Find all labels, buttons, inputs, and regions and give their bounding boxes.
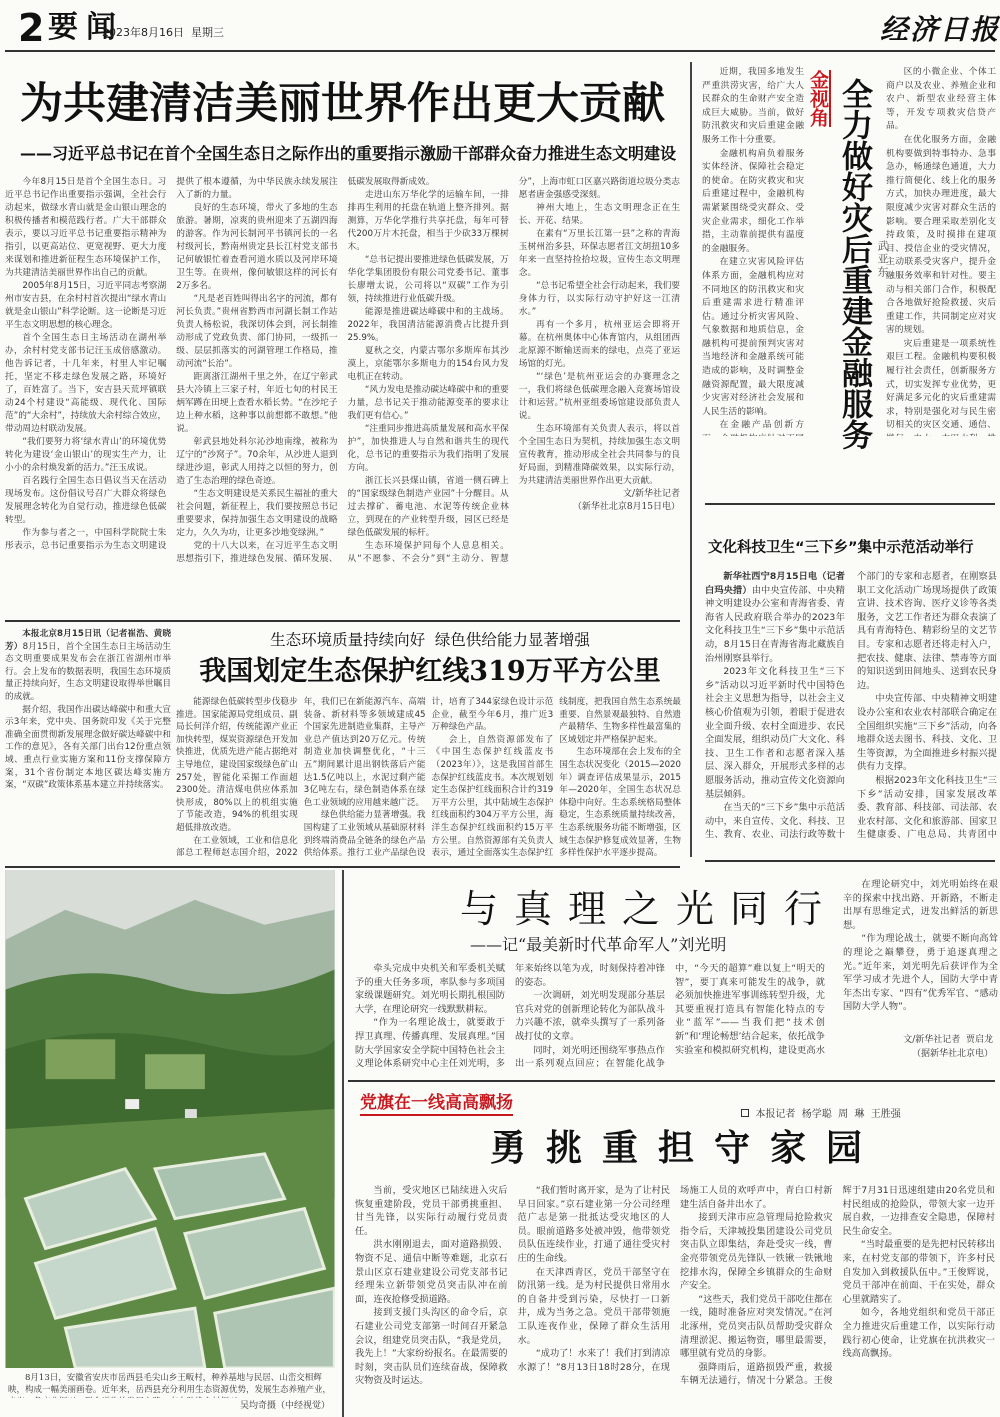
square-icon [741,1109,749,1117]
column-body-right [886,66,996,436]
section-rule [705,503,995,505]
sanxiaxiang-headline: 文化科技卫生“三下乡”集中示范活动举行 [708,540,974,556]
paragraph: 再有一个多月，杭州亚运会即将开幕。在杭州奥体中心体育馆内，从组团西北原源不断输送而来的绿电，点亮了亚运场馆的灯光。 [518,320,680,369]
paragraph: “总书记提出要推进绿色低碳发展，万华化学集团股份有限公司党委书记、董事长廖增太说，公司将以“双碳”工作为引领，持续推进行业低碳升级。 [347,255,509,304]
section-rule [5,620,680,622]
paragraph: 一次调研，刘光明发现部分基层官兵对党的创新理论转化为部队战斗力兴趣不浓，就牵头撰写了一系列备战打仗的文章。 [515,990,665,1042]
paragraph: 绿色供给能力显著增强。我国构建了工业领域从基础原材料到终端消费品全链条的绿色产品供给体系。推行工业产品绿色设计，培育了344家绿色设计示范企业，截至今年6月，推广近3万种绿色产品。 [303,697,554,859]
paragraph: 百名践行全国生态日倡议当天在活动现场发布。这份倡议号召广大群众将绿色发展理念转化为自觉行动，推进绿色低碳转型。 [5,476,167,525]
redline-body [176,696,681,864]
paragraph: “作为理论战士，就要不断向高耸的理论之巅攀登，勇于追逐真理之光。”近年来，刘光明先后获评作为全军学习成才先进个人，国防大学中青年杰出专家、“四有”优秀军官、“感动国防大学人物”。 [843,933,998,1013]
paragraph: 牵头完成中央机关和军委机关赋予的重大任务多项，率队参与多项国家级课题研究。刘光明长期扎根国防大学，在理论研究一线默默耕耘。 [355,963,505,1015]
section-title: 要闻 [48,10,124,45]
byline-text: 本报记者 杨学聪 周 琳 王胜强 [755,1109,901,1120]
paragraph: 中央宣传部、中央精神文明建设办公室和农业农村部联合确定在全国组织实施“三下乡”活动，向各地群众送去图书、科技、文化、卫生等资源，为全面推进乡村振兴提供有力支撑。 [857,693,997,773]
page-number: 2 [18,6,45,50]
truth-body-right [843,878,998,1026]
paragraph: 在素有“万里长江第一县”之称的青海玉树州治多县，环保志愿者江文胡扭10多年来一直坚持捡拾垃圾，宣传生态文明理念。 [518,229,680,278]
paragraph: 生态环境保护同每个人息息相关。从“不愿参、不会分”到“主动分、智慧分”，上海市虹口区嘉兴路街道垃圾分类志愿者唐金强感受深刻。 [347,177,680,564]
paragraph: 在建立灾害风险评估体系方面，金融机构应对不同地区的防汛救灾和灾后重建需求进行精准评估。通过分析灾害风险、气象数据和地质信息，金融机构可提前预判灾害对当地经济和金融系统可能造成的影响，及时调整金融资源配置，最大限度减少灾害对经济社会发展和人民生活的影响。 [702,257,804,417]
paragraph: “我们要努力将‘绿水青山’的环境优势转化为建设‘金山银山’的现实生产力，让小小的余村焕发新的活力。”汪玉成说。 [5,437,167,473]
pond-landscape-image [5,870,335,1368]
paragraph: 洪水刚刚退去，面对道路损毁、物资不足、通信中断等难题，北京石景山区京石建业建设公司党支部书记经理朱立新带领党员突击队冲在前面，连夜抢修受损道路。 [355,1239,508,1305]
paragraph: 良好的生态环境，带火了多地的生态旅游。暑期，凉爽的贵州迎来了五湖四海的游客。作为河长制河平书镇河长的一名村级河长，黔南州贵定县长江村党支部书记何敏银忙着查看河道水质以及河岸环境卫生等。在贵州，像何敏银这样的河长有2万多名。 [176,203,338,291]
lead-headline: 为共建清洁美丽世界作出更大贡献 [20,79,665,129]
dateline-bold: 本报北京8月15日讯（记者崔浩、黄晓芳） [5,629,171,652]
paragraph: 同时，刘光明还围绕军事热点作出一系列观点回应；在智能化战争中，“今天的超算”难以复上“明天的智”，要丁真来可能发生的战争，就必须加快推进军事训练转型升级，尤其要重视打造具有智能化特点的专业“蓝军”——当我们把“技术创新”和‘理论畅想’结合起来，依托战争实验室和模拟研究机构，建设更高水 [515,963,825,1070]
paragraph: “我们暂时离开家，是为了让村民早日回家。”京石建业第一分公司经理范广志是第一批抵达受灾地区的人员。眼前道路多处被冲毁，他带领党员队伍连续作业，打通了通往受灾村庄的生命线。 [517,1185,670,1264]
flag-body [355,1184,995,1417]
redline-kicker: 生态环境质量持续向好 绿色供给能力显著增强 [270,631,590,649]
paragraph: “成功了！水来了！我们打到清凉水源了！”8月13日18时28分，在现场施工人员的欢呼声中，青白口村新建生活自备井出水了。 [517,1185,833,1373]
paragraph: “当时最重要的是先把村民转移出来，在村党支部的带领下，许多村民自发加入到救援队伍中。”王俊辉说，党员干部冲在前面、干在实处，群众心里就踏实了。 [842,1239,995,1305]
truth-subheadline: ——记“最美新时代革命军人”刘光明 [470,935,727,954]
paragraph: 当前，受灾地区已陆续进入灾后恢复重建阶段，党员干部勇挑重担、甘当先锋，以实际行动履行党员责任。 [355,1185,508,1237]
truth-dateline: （据新华社北京电） [911,1049,993,1059]
paragraph: “生态文明建设是关系民生福祉的重大社会问题，新征程上，我们要按照总书记重要要求，保持加强生态文明建设的战略定力，久久为功，让更多沙地变绿洲。” [176,489,338,538]
truth-body [355,962,825,1076]
truth-author: 文/新华社记者 贾启龙 [903,1035,993,1045]
paragraph: 彰武县地处科尔沁沙地南缘，被称为辽宁的“沙窝子”。70余年，从沙进人退到绿进沙退，彰武人用持之以恒的努力，创造了生态治理的绿色奇迹。 [176,437,338,486]
paragraph: 会上，自然资源部发布了《中国生态保护红线蓝皮书（2023年）》，这是我国首部生态保护红线蓝皮书。本次规划划定生态保护红线面积合计约319万平方公里，其中陆域生态保护红线面积约304万平方公里，海洋生态保护红线面积约15万平方公里。自然资源部有关负责人表示，通过全面落实生态保护红线制度，把我国自然生态系统最重要、自然景观最独特、自然遗产最精华、生物多样性最富集的区域划定并严格保护起来。 [431,697,681,859]
redline-body-lead [5,628,171,864]
flag-section-label: 党旗在一线高高飘扬 [360,1088,513,1116]
paragraph: 走进山东万华化学的运输车间，一排排再生利用的托盘在轨道上整齐排列。据测算，万华化学推行共享托盘，每年可替代200万片木托盘，相当于少砍33万棵树木。 [347,190,509,252]
column-divider [342,870,344,1417]
section-rule [705,860,995,862]
sanxiaxiang-body [705,570,997,852]
paragraph: 生态环境部在会上发布的全国生态状况变化（2015—2020年）调查评估成果显示，2015年—2020年，全国生态状况总体稳中向好。生态系统格局整体稳定，生态系统质量持续改善，生态系统服务功能不断增强，区域生态保护修复成效显著，生物多样性保护水平逐步提高。 [559,747,681,859]
paragraph: 作为参与者之一，中国科学院院士朱彤表示，总书记重要指示为生态文明建设提供了根本遵循，为中华民族永续发展注入了新的力量。 [5,177,338,551]
paragraph-text: 8月15日，首个全国生态日主场活动生态文明重要成果发布会在浙江省湖州市举行。会上发布的数据表明，我国生态环境质量正持续向好，生态文明建设取得举世瞩目的成就。 [5,641,171,702]
photo-credit: 吴均奇摄（中经视觉） [239,1401,330,1411]
column-body-left [702,66,804,436]
column-author: 武亚东 [876,240,889,279]
lead-body [5,176,680,596]
header-rule [5,50,995,52]
paragraph: 在理论研究中，刘光明始终在艰辛的探索中找出路、开新路，不断走出厚有思维定式，迸发出鲜活的新思想。 [843,879,998,931]
paragraph: 区的小微企业、个体工商户以及农业、养殖企业和农户、新型农业经营主体等，开发专项救灾信贷产品。 [886,67,996,132]
lead-dateline: （新华社北京8月15日电） [572,502,680,512]
paragraph: 接到天津市应急管理局抢险救灾指令后，天津城投集团建设公司党员突击队立即集结，奔赴受灾一线，曹金亮带领党员先锋队一铁锹一铁锹地挖排水沟，保障全乡镇群众的生命财产安全。 [680,1212,833,1292]
paragraph: 今年8月15日是首个全国生态日。习近平总书记作出重要指示强调，全社会行动起来，做绿水青山就是金山银山理念的积极传播者和模范践行者。广大干部群众表示，要以习近平总书记重要指示精神为指引，以更高站位、更宽视野、更大力度来谋划和推进新征程生态环境保护工作，为共建清洁美丽世界作出自己的贡献。 [5,177,167,278]
paragraph: “总书记希望全社会行动起来，我们要身体力行，以实际行动守护好这一江清水。” [518,281,680,317]
paragraph: 浙江长兴县煤山镇，省道一侧石碑上的“国家级绿色制造产业园”十分醒目。从过去撑矿、蓄电池、水泥等传统企业林立，到现在的产业转型升级，园区已经是绿色低碳发展的标杆。 [347,476,509,538]
paragraph: 金融机构肩负着服务实体经济、保障社会稳定的使命。在防灾救灾和灾后重建过程中，金融机构需紧紧围绕受灾群众、受灾企业需求，细化工作举措，主动靠前提供有温度的金融服务。 [702,148,804,254]
paragraph: 能源是推进碳达峰碳中和的主战场。2022年，我国清洁能源消费占比提升到25.9%。 [347,307,509,343]
paragraph [705,570,845,665]
column-title: 全力做好灾后重建金融服务 [836,78,872,450]
paragraph: 在工业领域，工业和信息化部总工程师赵志国介绍，2022年，我们已在新能源汽车、高端装备、新材料等多领域建成45个国家先进制造业集群，主导产业总产值达到20万亿元。传统制造业加快调整优化，“十三五”期间累计退出钢铁落后产能达1.5亿吨以上，水泥过剩产能3亿吨左右，绿色制造体系在绿色工业领域的应用越来越广泛。 [176,697,426,859]
paragraph: 强降雨后，道路损毁严重，救援车辆无法通行，情况十分紧急。王俊辉于7月31日迅速组建由20名党员和村民组成的抢险队，带领大家一边开展自救，一边排查安全隐患，保障村民生命安全。 [680,1185,995,1387]
paragraph: 在当天的“三下乡”集中示范活动中，来自宣传、文化、科技、卫生、教育、农业、司法行政等数十个部门的专家和志愿者，在刚察县职工文化活动广场现场提供了政策宣讲、技术咨询、医疗义诊等各类服务，文艺工作者还为群众表演了具有青海特色、精彩纷呈的文艺节目。专家和志愿者还将走村入户，把农技、健康、法律、禁毒等方面的知识送到田间地头、送到农民身边。 [705,571,997,841]
paragraph: 夏秋之交，内蒙古鄂尔多斯库布其沙漠上，京能鄂尔多斯电力的154台风力发电机正在转动。 [347,346,509,382]
flag-byline [735,1094,997,1120]
flag-headline: 勇挑重担守家园 [490,1128,883,1169]
redline-headline: 我国划定生态保护红线319万平方公里 [199,656,661,687]
paragraph-text: 由中央宣传部、中央精神文明建设办公室和青海省委、青海省人民政府联合举办的2023年文化科技卫生“三下乡”集中示范活动，8月15日在青海省海北藏族自治州刚察县举行。 [705,584,845,664]
paragraph: 首个全国生态日主场活动在湖州举办，余村村党支部书记汪玉成倍感激动。他告诉记者，十几年来，村里人牢记嘱托，坚定不移走绿色发展之路，环境好了，百姓富了。当下，安吉县天荒坪镇联动24个村建设“高能级、现代化、国际范”的“大余村”，持续放大余村综合效应，带动周边村联动发展。 [5,333,167,434]
photo-caption: 8月13日，安徽省安庆市岳西县毛尖山乡王畈村，种养基地与民居、山峦交相辉映，构成一幅美丽画卷。近年来，岳西县充分利用生态资源优势，发展生态养殖产业， [8,1373,332,1395]
paragraph: “作为一名理论战士，就要敢于捍卫真理、传播真理、发展真理。”国防大学国家安全学院中国特色社会主义理论体系研究中心主任刘光明，多年来始终以笔为戎，时刻保持着冲锋的姿态。 [355,963,665,1070]
paragraph: 接到支援门头沟区的命令后，京石建业公司党支部第一时间召开紧急会议，组建党员突击队，“我是党员，我先上！”大家纷纷报名。在最需要的时刻，突击队员们连续奋战，保障救灾物资及时运达。 [355,1307,508,1387]
paragraph: 如今，各地党组织和党员干部正全力推进灾后重建工作，以实际行动践行初心使命，让党旗在抗洪救灾一线高高飘扬。 [842,1307,995,1360]
column-divider [690,62,692,857]
paragraph: 能源绿色低碳转型步伐稳步推进。国家能源局党组成员、副局长何洋介绍，传统能源产业正加快转型，煤炭资源绿色开发加快推进，优质先进产能占据绝对主导地位，建设国家级绿色矿山257处，智能化采掘工作面超2300处。清洁煤电供应体系加快形成，80%以上的机组实施了节能改造，94%的机组实现超低排放改造。 [176,697,298,833]
lead-subheadline: ——习近平总书记在首个全国生态日之际作出的重要指示激励干部群众奋力推进生态文明建设 [20,144,677,163]
paragraph: “‘绿色’是杭州亚运会的办赛理念之一，我们将绿色低碳理念融入竞赛场馆设计和运营。”杭州亚组委场馆建设部负责人说。 [518,372,680,421]
newspaper-logo: 经济日报 [880,13,1000,46]
paragraph: “这些天，我们党员干部吃住都在一线，随时准备应对突发情况。”在河北涿州，党员突击队员帮助受灾群众清理淤泥、搬运物资，哪里最需要，哪里就有党员的身影。 [680,1293,833,1360]
section-rule [348,1080,995,1082]
paragraph: “注重同步推进高质量发展和高水平保护”，加快推进人与自然和谐共生的现代化，总书记的重要指示为我们指明了发展方向。 [347,424,509,473]
paragraph: 据介绍，我国作出碳达峰碳中和重大宣示3年来，党中央、国务院印发《关于完整准确全面贯彻新发展理念做好碳达峰碳中和工作的意见》，各有关部门出台12份重点领域、重点行业实施方案和11份支撑保障方案，31个省份制定本地区碳达峰实施方案，“双碳”政策体系基本建立并持续落实。 [5,704,171,791]
column-label: 金视角 [807,70,829,127]
issue-date: 2023年8月16日 星期三 [102,26,224,39]
paragraph: 近期，我国多地发生严重洪涝灾害，给广大人民群众的生命财产安全造成巨大威胁。当前，做好防汛救灾和灾后重建金融服务工作十分重要。 [702,67,804,145]
paragraph: 生态环境部有关负责人表示，将以首个全国生态日为契机，持续加强生态文明宣传教育，推动形成全社会共同参与的良好局面，到精准降碳效果，以实际行动，为共建清洁美丽世界作出更大贡献。 [518,424,680,486]
paragraph: “凡是老百姓叫得出名字的河流，都有河长负责。”贵州省黔西市河湖长制工作站负责人杨松说，我深切体会到，河长制推动形成了党政负责、部门协同，一级抓一级、层层抓落实的河湖管理工作格局，推动河流“长治”。 [176,294,338,369]
truth-headline: 与真理之光同行 [460,887,839,931]
paragraph: 在优化服务方面，金融机构要做到特事特办、急事急办，畅通绿色通道，大力推行简便化、线上化的服务方式，加快办理进度，最大限度减少灾害对群众生活的影响。要合理采取差别化支持政策，及时摸排在建项目、授信企业的受灾情况，主动联系受灾客户，提升金融服务效率和针对性。要主动与相关部门合作，积极配合各地做好抢险救援、灾后重建工作，共同制定应对灾害的规划。 [886,134,996,336]
section-rule [5,866,680,868]
paragraph [5,628,171,704]
paragraph: 根据2023年文化科技卫生“三下乡”活动安排，国家发展改革委、教育部、科技部、司法部、农业农村部、文化和旅游部、国家卫生健康委、广电总局、共青团中 [857,774,997,841]
paragraph: 2023年文化科技卫生“三下乡”活动以习近平新时代中国特色社会主义思想为指导，以社会主义核心价值观为引领，着眼于促进农业全面升级、农村全面进步、农民全面发展，组织动员广大文化、科技、卫生工作者和志愿者深入基层、深入群众，开展形式多样的志愿服务活动，推动宣传文化资源向基层倾斜。 [705,666,845,800]
paragraph: 2005年8月15日，习近平同志考察湖州市安吉县，在余村村首次提出“绿水青山就是金山银山”科学论断。这一论断是习近平生态文明思想的核心理念。 [5,281,167,330]
landscape-photo [5,870,335,1368]
paragraph: 在天津西青区，党员干部坚守在防汛第一线。是为村民提供日常用水的自备井受到污染，尽快打一口新井，成为当务之急。党员干部带领施工队连夜作业，保障了群众生活用水。 [517,1266,670,1346]
paragraph: 在金融产品创新方 [719,420,804,431]
paragraph: 党的十八大以来，在习近平生态文明思想指引下，推进绿色发展、循环发展、低碳发展取得新成效。 [176,177,435,564]
dateline-bold: 新华社西宁8月15日电（记者白玛央措） [705,571,845,596]
paragraph: “风力发电是推动碳达峰碳中和的重要力量，总书记关于推动能源变革的要求让我们更有信心。” [347,385,509,421]
paragraph: 神州大地上，生态文明理念正在生长、开花、结果。 [518,203,680,226]
paragraph: 灾后重建是一项系统性艰巨工程。金融机构要积极履行社会责任，创新服务方式，切实发挥专业优势，更好满足多元化的灾后重建需求，特别是强化对与民生密切相关的灾区交通、通信、 [886,338,996,431]
lead-author: 文/新华社记者 [622,489,680,499]
paragraph: 距离浙江湖州千里之外，在辽宁彰武县大冷镇上三家子村，年近七旬的村民王炳军蹲在田埂上查看水稻长势。“在沙坨子边上种水稻，这种事以前想都不敢想。”他说。 [176,372,338,434]
